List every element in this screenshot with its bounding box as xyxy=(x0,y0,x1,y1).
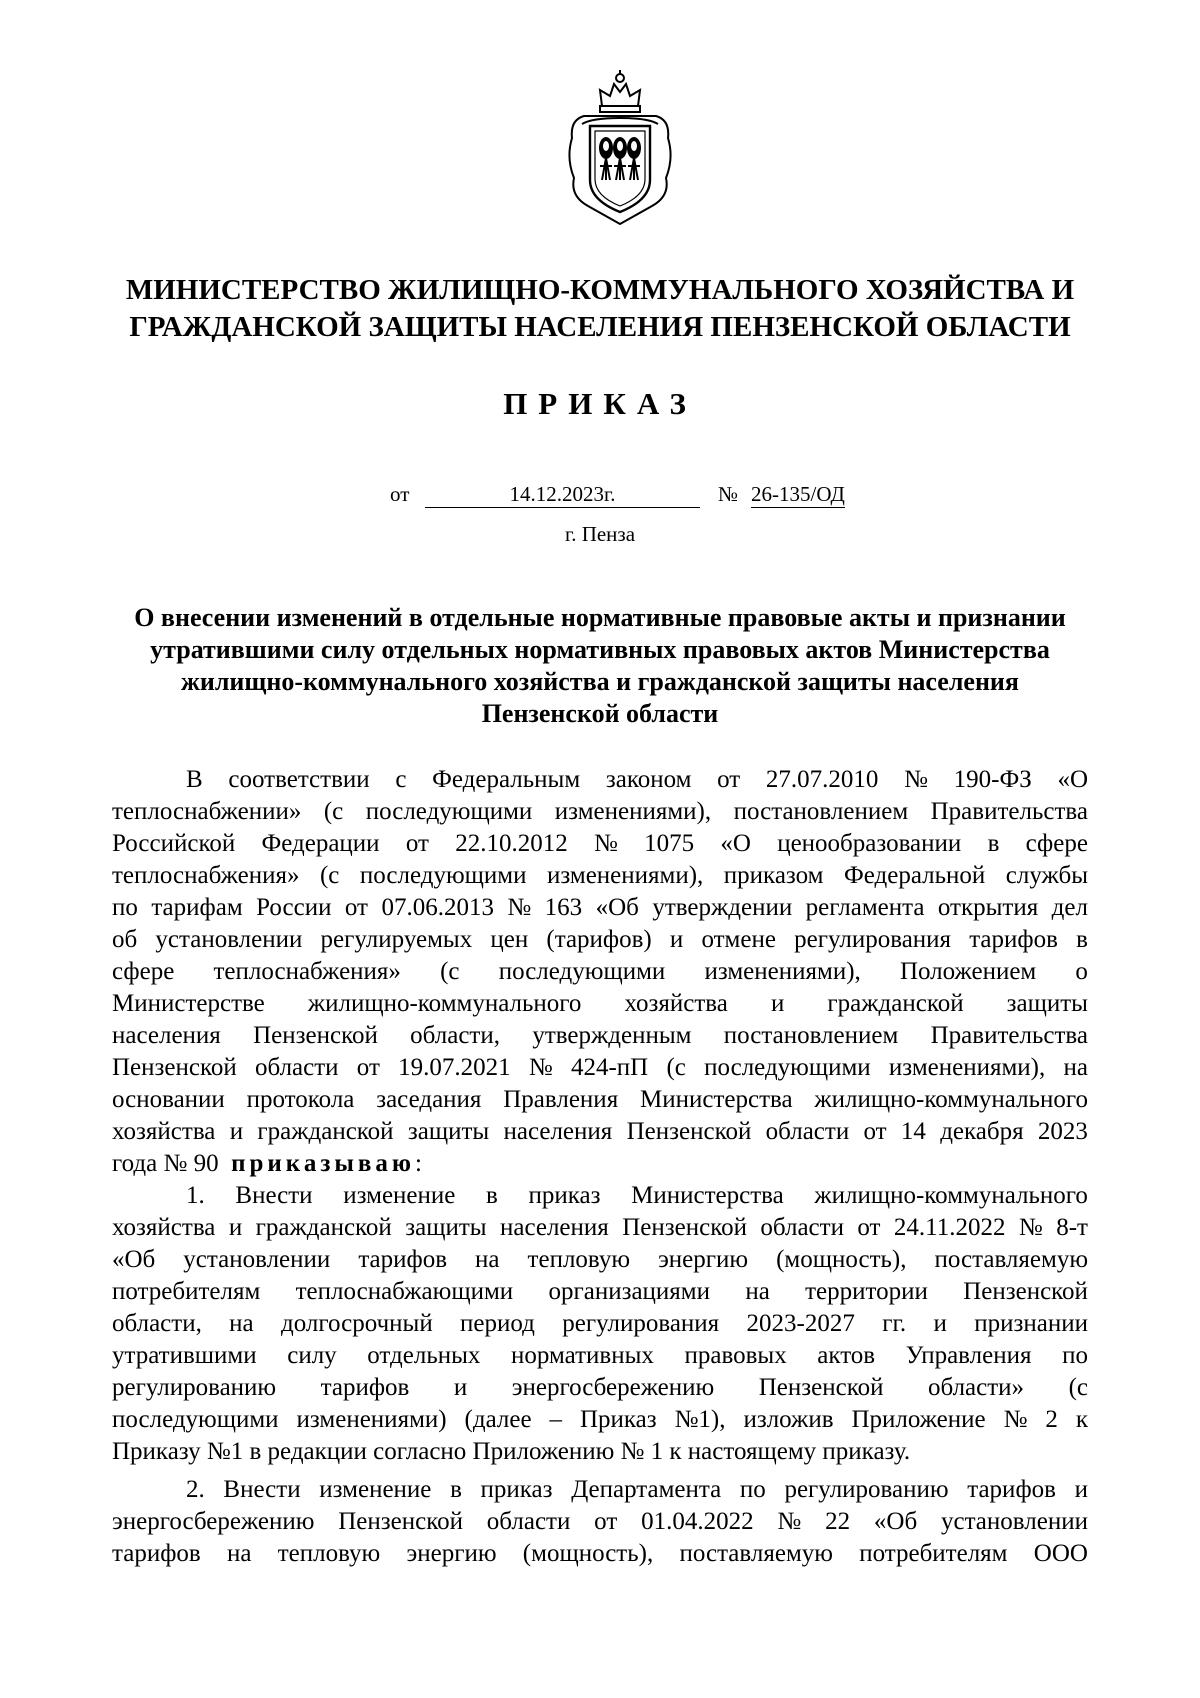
word: установлении xyxy=(183,1246,331,1273)
word: Департамента xyxy=(571,1476,722,1503)
word: Положением xyxy=(899,958,1037,985)
word: законом xyxy=(605,766,692,793)
word: Пензенской xyxy=(112,1054,237,1081)
word: нормативных xyxy=(511,1342,654,1369)
text-line xyxy=(112,1020,1088,1052)
word: соответствии xyxy=(228,766,370,793)
word: основании xyxy=(112,1086,225,1113)
word: (с xyxy=(440,958,460,985)
word: последующими xyxy=(365,798,533,825)
word: теплоснабжении» xyxy=(112,798,302,825)
word: изменение xyxy=(343,1182,456,1209)
word: теплоснабжения» xyxy=(112,862,300,889)
text-line xyxy=(112,1506,1088,1538)
word: и xyxy=(933,1310,947,1337)
word: открытия xyxy=(937,894,1039,921)
text-line xyxy=(112,892,1088,924)
word: 07.06.2013 xyxy=(381,894,494,921)
word: и xyxy=(1074,1476,1088,1503)
word: 190-ФЗ xyxy=(953,766,1032,793)
word: области, xyxy=(112,1310,202,1337)
word: (мощность), xyxy=(522,1540,654,1567)
word: № xyxy=(1003,1406,1028,1433)
word: силу xyxy=(287,1342,337,1369)
word: на xyxy=(229,1310,254,1337)
word: тарифов xyxy=(112,1540,201,1567)
word: (тарифов) xyxy=(546,926,652,953)
word: энергосбережению xyxy=(112,1508,315,1535)
word: Правительства xyxy=(930,1022,1088,1049)
word: Федерации xyxy=(261,830,380,857)
word: защиты xyxy=(407,1118,490,1145)
word: «О xyxy=(720,830,751,857)
word: установлении xyxy=(155,926,303,953)
ministry-name-line: ГРАЖДАНСКОЙ ЗАЩИТЫ НАСЕЛЕНИЯ ПЕНЗЕНСКОЙ ОБЛАСТИ xyxy=(129,311,1071,343)
word: В xyxy=(186,766,203,793)
word: Внести xyxy=(235,1182,313,1209)
preamble-paragraph xyxy=(112,764,1088,1148)
word: № xyxy=(777,1508,802,1535)
word: на xyxy=(226,1540,252,1567)
word: установлении xyxy=(940,1508,1088,1535)
word: гражданской xyxy=(257,1118,394,1145)
word: «Об xyxy=(112,1246,156,1273)
text-line xyxy=(112,828,1088,860)
text-line xyxy=(112,1404,1088,1436)
item-2-paragraph xyxy=(112,1474,1088,1570)
word: от xyxy=(405,830,429,857)
item-1-paragraph xyxy=(112,1180,1088,1436)
word: изменениями), xyxy=(546,862,704,889)
word: отмене xyxy=(701,926,776,953)
word: гражданской xyxy=(827,990,964,1017)
word: Российской xyxy=(112,830,236,857)
word: Министерства xyxy=(640,1086,793,1113)
word: № xyxy=(507,894,532,921)
word: 27.07.2010 xyxy=(765,766,879,793)
word: энергосбережению xyxy=(511,1374,715,1401)
word: Пензенской xyxy=(758,1374,884,1401)
word: хозяйства xyxy=(112,1118,216,1145)
order-number: 26-135/ОД xyxy=(751,482,845,506)
word: населения xyxy=(112,1022,221,1049)
text-line xyxy=(112,1052,1088,1084)
word: об xyxy=(112,926,138,953)
order-body xyxy=(112,764,1088,1570)
word: хозяйства xyxy=(112,1214,216,1241)
word: области xyxy=(254,1054,339,1081)
word: тарифов xyxy=(969,926,1058,953)
word: последующими xyxy=(704,1054,871,1081)
word: заседания xyxy=(376,1086,482,1113)
preamble-end: года № 90 xyxy=(112,1150,219,1177)
text-line xyxy=(112,1116,1088,1148)
text-line xyxy=(112,1276,1088,1308)
word: изменениями), xyxy=(888,1054,1046,1081)
word: 163 xyxy=(544,894,583,921)
word: Министерства xyxy=(631,1182,784,1209)
word: защиты xyxy=(1006,990,1088,1017)
order-subject xyxy=(120,602,1080,730)
word: № xyxy=(593,830,618,857)
word: Приложение xyxy=(851,1406,986,1433)
word: по xyxy=(739,1476,766,1503)
word: изменениями), xyxy=(704,958,861,985)
word: от xyxy=(594,1508,618,1535)
word: Приказ xyxy=(579,1406,657,1433)
word: 2023-2027 xyxy=(746,1310,855,1337)
word: тарифов xyxy=(967,1476,1056,1503)
word: области xyxy=(486,1508,571,1535)
word: постановлением xyxy=(733,798,909,825)
word: «Об xyxy=(595,894,639,921)
word: в xyxy=(486,1182,498,1209)
word: 1. xyxy=(186,1182,205,1209)
word: регулирования xyxy=(794,926,952,953)
word: области» xyxy=(927,1374,1025,1401)
word: Министерстве xyxy=(112,990,265,1017)
text-line xyxy=(112,860,1088,892)
text-line xyxy=(112,764,1088,796)
word: территории xyxy=(805,1278,928,1305)
word: 22 xyxy=(825,1508,851,1535)
word: сфере xyxy=(112,958,175,985)
word: теплоснабжения» xyxy=(213,958,401,985)
word: хозяйства xyxy=(624,990,728,1017)
word: Федеральным xyxy=(432,766,581,793)
text-line xyxy=(112,1084,1088,1116)
word: (с xyxy=(323,798,344,825)
word: (с xyxy=(666,1054,686,1081)
word: актов xyxy=(817,1342,876,1369)
word: населения xyxy=(503,1118,613,1145)
preamble-last-line xyxy=(112,1148,1088,1180)
word: регулирования xyxy=(562,1310,720,1337)
text-line xyxy=(112,1340,1088,1372)
word: регламента xyxy=(805,894,925,921)
word: приказ xyxy=(528,1182,601,1209)
word: на xyxy=(1063,1054,1088,1081)
word: Управления xyxy=(905,1342,1032,1369)
word: постановлением xyxy=(723,1022,899,1049)
text-line xyxy=(112,988,1088,1020)
word: теплоснабжающими xyxy=(295,1278,514,1305)
word: утверждении xyxy=(652,894,793,921)
word: правовых xyxy=(684,1342,787,1369)
word: по xyxy=(1062,1342,1088,1369)
date-prefix: от xyxy=(390,482,410,506)
subject-line: жилищно-коммунального хозяйства и гражданской защиты населения xyxy=(181,667,1019,696)
text-line xyxy=(112,1372,1088,1404)
word: ООО xyxy=(1033,1540,1088,1567)
word: изменение xyxy=(319,1476,432,1503)
word: признании xyxy=(974,1310,1088,1337)
word: регулируемых xyxy=(320,926,473,953)
word: Внести xyxy=(223,1476,301,1503)
text-line xyxy=(112,1474,1088,1506)
word: защиты xyxy=(405,1214,487,1241)
word: 19.07.2021 xyxy=(398,1054,511,1081)
text-line xyxy=(112,1308,1088,1340)
text-line xyxy=(112,1180,1088,1212)
word: о xyxy=(1075,958,1088,985)
word: (с xyxy=(1068,1374,1088,1401)
subject-line: утратившими силу отдельных нормативных правовых актов Министерства xyxy=(150,635,1050,664)
word: последующими xyxy=(498,958,666,985)
word: потребителям xyxy=(112,1278,261,1305)
word: 424-пП xyxy=(570,1054,649,1081)
word: от xyxy=(356,1054,380,1081)
word: к xyxy=(1075,1406,1088,1433)
word: и xyxy=(669,926,684,953)
word: России xyxy=(256,894,332,921)
word: тарифов xyxy=(320,1374,410,1401)
word: утвержденным xyxy=(532,1022,692,1049)
number-sign: № xyxy=(718,482,739,506)
word: жилищно-коммунального xyxy=(814,1182,1088,1209)
word: организациями xyxy=(548,1278,711,1305)
word: дел xyxy=(1051,894,1088,921)
word: области, xyxy=(410,1022,500,1049)
word: в xyxy=(987,830,1000,857)
word: 2. xyxy=(186,1476,205,1503)
word: Федеральной xyxy=(844,862,986,889)
word: № xyxy=(904,766,928,793)
ministry-name xyxy=(110,272,1090,346)
word: приказом xyxy=(723,862,824,889)
order-word: приказываю xyxy=(231,1150,416,1177)
word: гг. xyxy=(882,1310,907,1337)
word: 2 xyxy=(1045,1406,1058,1433)
word: протокола xyxy=(246,1086,355,1113)
word: в xyxy=(450,1476,462,1503)
word: изменениями), xyxy=(554,798,712,825)
ministry-name-line: МИНИСТЕРСТВО ЖИЛИЩНО-КОММУНАЛЬНОГО ХОЗЯЙСТВА И xyxy=(125,274,1075,306)
word: населения xyxy=(499,1214,609,1241)
word: области xyxy=(765,1118,850,1145)
word: с xyxy=(395,766,407,793)
word: изменениями) xyxy=(296,1406,447,1433)
word: 22.10.2012 xyxy=(455,830,568,857)
word: Правительства xyxy=(930,798,1088,825)
word: тепловую xyxy=(527,1246,631,1273)
word: долгосрочный xyxy=(281,1310,433,1337)
item-1-end: Приказу №1 в редакции согласно Приложению № 1 к настоящему приказу. xyxy=(112,1438,911,1465)
word: отдельных xyxy=(367,1342,481,1369)
word: изложив xyxy=(743,1406,834,1433)
word: от xyxy=(857,1214,881,1241)
word: тарифов xyxy=(358,1246,448,1273)
word: приказ xyxy=(480,1476,553,1503)
word: поставляемую xyxy=(934,1246,1088,1273)
word: и xyxy=(770,990,785,1017)
text-line xyxy=(112,1212,1088,1244)
word: № xyxy=(1018,1214,1043,1241)
order-colon: : xyxy=(415,1150,422,1177)
word: Пензенской xyxy=(338,1508,463,1535)
word: жилищно-коммунального xyxy=(814,1086,1088,1113)
word: регулированию xyxy=(784,1476,949,1503)
word: 14 xyxy=(900,1118,926,1145)
word: энергию xyxy=(658,1246,749,1273)
word: период xyxy=(460,1310,535,1337)
word: 1075 xyxy=(644,830,695,857)
order-date: 14.12.2023г. xyxy=(425,481,700,508)
word: и xyxy=(229,1118,244,1145)
word: утратившими xyxy=(112,1342,257,1369)
word: 24.11.2022 xyxy=(893,1214,1006,1241)
word: 8-т xyxy=(1056,1214,1088,1241)
word: цен xyxy=(490,926,529,953)
word: жилищно-коммунального xyxy=(307,990,582,1017)
word: «О xyxy=(1057,766,1088,793)
word: сфере xyxy=(1025,830,1088,857)
penza-coat-of-arms-emblem xyxy=(562,68,678,230)
word: тепловую xyxy=(277,1540,381,1567)
word: Правления xyxy=(503,1086,619,1113)
word: Пензенской xyxy=(253,1022,378,1049)
subject-line: Пензенской области xyxy=(481,699,719,728)
word: последующими xyxy=(112,1406,279,1433)
word: от xyxy=(344,894,368,921)
word: Пензенской xyxy=(622,1214,747,1241)
word: – xyxy=(549,1406,562,1433)
word: и xyxy=(453,1374,468,1401)
word: в xyxy=(1076,926,1088,953)
word: гражданской xyxy=(255,1214,392,1241)
word: (далее xyxy=(464,1406,532,1433)
word: службы xyxy=(1005,862,1088,889)
word: Пензенской xyxy=(626,1118,752,1145)
word: на xyxy=(745,1278,770,1305)
word: от xyxy=(717,766,741,793)
word: по xyxy=(112,894,138,921)
word: Пензенской xyxy=(963,1278,1088,1305)
word: потребителям xyxy=(859,1540,1008,1567)
text-line xyxy=(112,956,1088,988)
word: 2023 xyxy=(1037,1118,1088,1145)
word: 01.04.2022 xyxy=(641,1508,754,1535)
word: энергию xyxy=(406,1540,497,1567)
word: регулированию xyxy=(112,1374,277,1401)
text-line xyxy=(112,1538,1088,1570)
word: «Об xyxy=(873,1508,918,1535)
order-title: ПРИКАЗ xyxy=(503,386,697,421)
word: от xyxy=(863,1118,887,1145)
city: г. Пенза xyxy=(564,522,636,546)
word: тарифам xyxy=(151,894,243,921)
subject-line: О внесении изменений в отдельные нормативные правовые акты и признании xyxy=(134,603,1066,632)
word: (с xyxy=(319,862,340,889)
text-line xyxy=(112,796,1088,828)
text-line xyxy=(112,924,1088,956)
word: поставляемую xyxy=(679,1540,833,1567)
word: декабря xyxy=(940,1118,1024,1145)
item-1-last-line xyxy=(112,1436,1088,1468)
word: и xyxy=(228,1214,243,1241)
word: №1), xyxy=(674,1406,726,1433)
word: на xyxy=(475,1246,500,1273)
text-line xyxy=(112,1244,1088,1276)
word: последующими xyxy=(359,862,527,889)
word: ценообразовании xyxy=(777,830,962,857)
word: № xyxy=(528,1054,553,1081)
word: области xyxy=(760,1214,844,1241)
word: (мощность), xyxy=(776,1246,907,1273)
